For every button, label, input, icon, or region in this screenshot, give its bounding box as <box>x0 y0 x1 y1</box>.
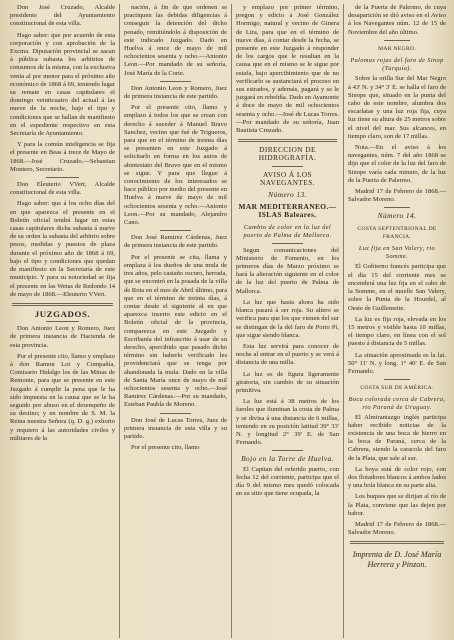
notice-para-6 <box>236 466 339 499</box>
imprint-line: Herrera y Pinzon. <box>367 560 427 570</box>
column-4 <box>344 4 450 638</box>
notice-continuation <box>348 4 446 37</box>
region-heading: MAR MEDITERRANEO.—ISLAS Baleares. <box>238 202 337 220</box>
notice-text: La luz que hasta ahora ha sido blanca pasará á ser roja. Su altero se verifica para que los que vienen del sur se distingan de la del faro de Porto Pí, que sigue siendo blanca. <box>236 298 339 339</box>
edict-cruzado-title <box>10 4 115 29</box>
notice-number: Número 13. <box>268 190 307 200</box>
region-heading: COSTA SEPTENTRIONAL DE FRANCIA. <box>357 225 437 240</box>
imprint-line: Imprenta de D. José María <box>352 550 442 560</box>
column-1 <box>6 4 120 638</box>
edict-title: Don Antonio Leon y Romero, Juez de primera instancia de Hacienda de esta provincia. <box>10 325 115 349</box>
section-heading-hidrografia: DIRECCION DE HIDROGRAFÍA. <box>258 145 317 163</box>
notice-para <box>348 75 446 141</box>
notice-text: Esta luz servirá para conocer de noche al entrar en el puerto y se verá á distancia de una milla. <box>236 342 339 367</box>
edict-body: y emplazo por primer término, pregon y edicto á José González Hormigo, natural y vecino de Ginera de Lira, para que en el término de nueve días, á contar desde la fecha, se presente en este Juzgado á responder de los cargos que le resultan en la causa que en el mismo se le sigue por estafa, bajo apercibimiento que de no verificarlo se sustanciará el proceso en sus estrados, y además, pagará y se le juzgará en rebeldía. Dado en Ayamonte á doce de mayo de mil ochocientos sesenta y ocho.—José de Lucas Torres.—Por mandado de su señoría, Juan Bautista Cruzado. <box>236 4 340 135</box>
notice-signature: Madrid 17 de Febrero de 1868.—Salvador Moreno. <box>348 188 446 204</box>
notice-para <box>348 352 446 377</box>
notice-para <box>348 466 446 491</box>
divider <box>272 243 303 244</box>
notice-subject: Luz fija en San Valery, rio Somme. <box>358 245 436 261</box>
notice-subject: Palomas rojas del faro de Sinop (Turquía). <box>350 57 444 73</box>
printer-imprint <box>348 550 446 570</box>
notice-para <box>348 263 446 312</box>
edict-leon-body <box>10 353 115 443</box>
notice-para <box>348 144 446 185</box>
notice-para <box>348 493 446 518</box>
notice-text: Sobre la orilla Sur del Mar Negro á 43' N. y 34° 3' E. se halla el faro de Sinope que, situado en la punta del cabo de este nombre, alumbra dos escarlatas y una luz roja fija, cuya luz tiene su altura de 25 metros sobre el nivel del mar. Sus alcances, en tiempo claro, son de 17 millas. <box>348 75 446 140</box>
divider <box>384 379 410 380</box>
section-divider <box>350 541 444 544</box>
region-heading: MAR NEGRO. <box>378 45 416 52</box>
edict-leon-title <box>10 325 115 350</box>
notice-text: La luz es fija roja, elevada en los 15 metros y visible hasta 10 millas, el tiempo claro, en línea con el sol puesto á distancia de 5 millas. <box>348 315 446 348</box>
edict-continuation <box>124 4 227 78</box>
notice-text: La luz está á 38 metros de los faroles que iluminan la costa de Palma y se divisa á una distancia de 6 millas, teniendo en su posición latitud 39° 33' N. y longitud 2° 39' E. de San Fernando. <box>236 398 339 447</box>
edict-title: Don Antonio Leon y Romero, Juez de primera instancia de este partido. <box>124 84 227 101</box>
notice-date <box>348 188 446 204</box>
edict-body: Por el presente cito, llamo <box>131 444 200 452</box>
column-3 <box>232 4 344 638</box>
notice-text: La luz es de figura ligeramente giratoria, sin cambio de su situación primitiva. <box>236 370 339 394</box>
divider <box>160 230 191 231</box>
notice-para-1 <box>236 247 339 296</box>
section-divider <box>12 303 113 306</box>
edict-closing: Y para la común inteligencia se fija el presente en Beas á trece de Mayo de 1868.—José Cruzado.—Sebastian Montero, Secretario. <box>10 141 115 173</box>
notice-text: La boya está de color rojo, con dos flotadores blancos á ambos lados y una bola blanca en su parte alta. <box>348 465 446 490</box>
divider <box>272 166 303 167</box>
section-divider <box>238 139 337 142</box>
column-2 <box>120 4 232 638</box>
edict-body: nación, á fin de que ordenen se practiquen las debidas diligencias á conseguir la detención del dicho penado, remitiéndolo á disposición de este indicado Juzgado. Dado en Huelva á once de mayo de mil ochocientos sesenta y ocho.—Antonio Leon.—Por mandado de su señoría, José María de la Corte. <box>124 4 227 77</box>
edict-title: Don Eleuterio VVert, Alcalde constitucional de esta villa. <box>10 181 115 197</box>
notice-para-5 <box>236 398 339 447</box>
edict-title: Don José de Lucas Torres, Juez de primera instancia de esta villa y su partido. <box>124 416 227 440</box>
notice-para-2 <box>236 299 339 340</box>
divider <box>46 177 79 178</box>
notice-text: de la Puerta de Palermo, de cuya desaparición se dió aviso en el Aviso á los Navegantes núm. 12 de 15 de Noviembre del año último. <box>348 4 446 36</box>
notice-text: Segun comunicaciones del Ministerio de Fomento, en los primeros días de Marzo próximo se hará la alteración siguiente en el color de la luz del puerto de Palma de Mallorca. <box>236 246 339 295</box>
notice-para-3 <box>236 343 339 368</box>
edict-lucas-body <box>124 444 227 452</box>
notice-para-4 <box>236 371 339 396</box>
edict-body: Hago saber: que por acuerdo de esta corporación y con aprobación de la Excma. Diputación provincial se sacan á pública subasta los arbitrios de consumos de la misma, con la exclusiva venta al por menor para el próximo año económico de 1868 á 69, teniendo lugar su remate en casas capitulares el domingo veinticuatro del actual á las nueve de la noche, bajo el tipo y condiciones que se hallan de manifiesto en el espediente respectivo en esta Secretaría de Ayuntamiento. <box>10 31 115 138</box>
divider <box>384 40 410 41</box>
edict-title: Don José Cruzado, Alcalde presidente del Ayuntamiento constitucional de esta villa. <box>10 4 115 28</box>
notice-signature: Madrid 17 de Febrero de 1868.—Salvador Moreno. <box>348 520 446 537</box>
edict-ramirez-body <box>124 254 227 410</box>
edict-ramirez-title <box>124 234 227 250</box>
edict-title: Don José Ramirez Cárdenas, Juez de primera instancia de este partido. <box>124 234 227 250</box>
notice-text: El Gobierno francés participa que el día 15 del corriente mes se encenderá una luz fija en el cabo de la Somme, en el muelle San Valery, sobre la Punta de la Hourdel, al Oeste de Guillemette. <box>348 263 446 312</box>
notice-subject: Cambio de color en la luz del puerto de Palma de Mallorca. <box>243 223 332 239</box>
region-heading: COSTA SUR DE AMÉRICA. <box>360 385 434 392</box>
notice-date <box>348 521 446 537</box>
edict-body: Por el presente cito, llamo y emplazo á todos los que se crean con derecho á suceder á Manuel Bravo Sanchez, vecino que fué de Trigueros, para que en el término de treinta días se presenten en este Juzgado á solicitarlo en forma en los autos de abintestato del Bravo que en el mismo se sigue. Y para que llegue á conocimiento de los interesados se hace público por medio del presente en Huelva á nueve de mayo de mil ochocientos sesenta y ocho.—Antonio Leon.—Por su mandado, Alejandro Cano. <box>124 104 227 227</box>
edict-leon2-title <box>124 85 227 101</box>
notice-subject: Boca colorada cerca de Cabrera, rio Paraná de Uruguay. <box>348 396 446 411</box>
edict-cruzado-closing <box>10 141 115 174</box>
edict-continuation <box>236 4 339 135</box>
notice-text: Los buques que se dirijan al río de la Plata, conviene que las dejen por babor. <box>348 493 446 517</box>
section-subheading-aviso: AVISO Á LOS NAVEGANTES. <box>260 169 315 187</box>
notice-para <box>348 316 446 349</box>
edict-vvert-title <box>10 181 115 197</box>
notice-text: La situación aproximada es la lat. 50° 11' N. y long. 1° 40' E. de San Fernando. <box>348 351 446 375</box>
edict-lucas-title <box>124 417 227 442</box>
edict-leon2-body <box>124 104 227 227</box>
notice-number: Número 14. <box>377 211 417 221</box>
notice-subject: Bojo en la Torre de Huelva. <box>241 454 334 464</box>
notice-text: El Almirantazgo inglés participa haber recibido noticias de la existencia de una boca de hierro en la boca de Paraná, cerca de la Cabrera, siendo la caracola del faro de la Plata, que sale al sur. <box>348 413 446 462</box>
divider <box>160 81 191 82</box>
edict-body: Por el presente cito, llamo y emplazo á don Ramon Lot y Compañía, Comisario Hidalgo los de las Minas de Remonte, para que se presente en este Juzgado á cumplir la pena que le ha sido impuesta en la causa que se le ha seguido por abuso en el desempeño de su destino; y en nombre de S. M. la Reina nuestra Señora (q. D. g.) exhorto y requiero á las autoridades civiles y militares de la <box>10 352 115 442</box>
divider <box>384 207 410 208</box>
edict-body: Por el presente se cita, llama y emplaza á los dueños de una mula de tres años, pelo castaño oscuro, herrada, que se encontró en la posada de la villa de Rota en el mes de Abril último, para que en el término de treinta días, á contar desde el siguiente al en que aparezca inserto este edicto en el Boletín oficial de la provincia, comparezca en este Juzgado y Escribanía del infrascrito á usar de su derecho, apercibido que pasado dicho término sin haberlo verificado les providenciará que se tenga por abandonada la mula. Dado en la villa de Santa María once de mayo de mil ochocientos sesenta y ocho.—José Ramirez Cárdenas.—Por su mandado, Esteban Paubla de Moreno. <box>124 253 227 409</box>
divider <box>160 413 191 414</box>
columns <box>6 4 450 638</box>
notice-para <box>348 414 446 463</box>
divider <box>46 321 79 322</box>
notice-text: El Capitan del referido puerto, con fecha 12 del corriente, participa que el día 9 del mismo mes quedó colocada en su sitio que tiene ocupada, la <box>236 465 339 498</box>
edict-body: Hago saber: que á los ocho días del en que aparezca el presente en el Boletín oficial tendrá lugar en estas casas capitulares dicha subasta á nueve de su orden la subasta del arbitrio sobre pesos, medidas y puestos de plaza durante el próximo año de 1868 á 69, bajo el tipo y condiciones que quedan de manifiesto en la Secretaría de este municipio. Y para su notoriedad se fija el presente en las Wetas de Redondo 14 de mayo de 1868.—Eleuterio VVert. <box>10 200 115 298</box>
section-heading-juzgados: JUZGADOS. <box>34 308 91 319</box>
notice-text: Nota.—En el aviso á los navegantes, núm. 7 del año 1868 se dijo que el color de la luz del faro de Sinope varía cada minuto, de la luz de la Puerta de Palermo. <box>348 144 446 184</box>
divider <box>272 450 303 451</box>
edict-vvert-body <box>10 200 115 298</box>
edict-cruzado-body <box>10 32 115 139</box>
